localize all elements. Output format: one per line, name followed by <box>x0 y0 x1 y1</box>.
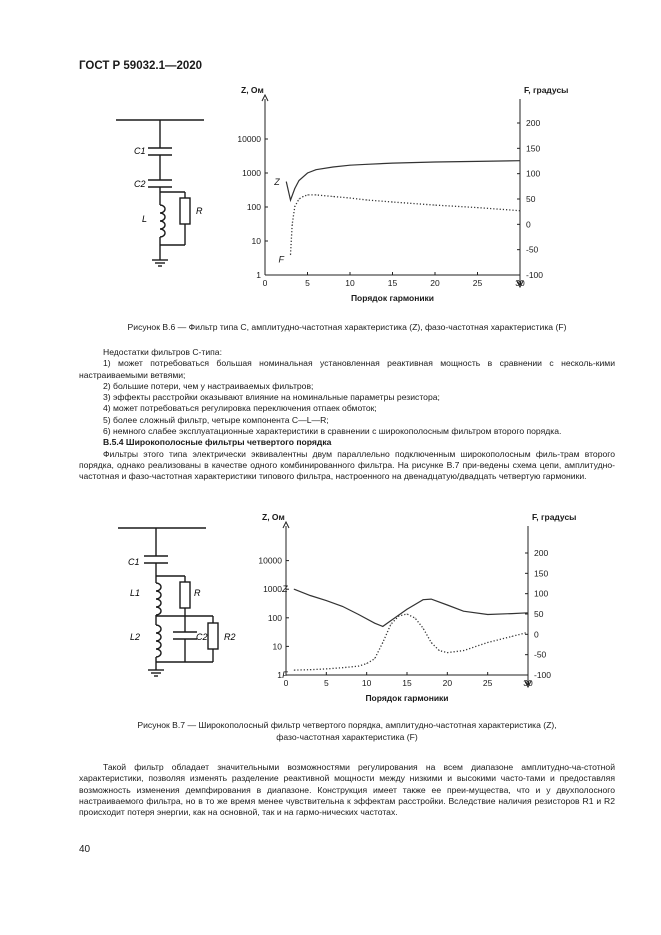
y-tick-label: 100 <box>267 612 282 623</box>
y2-tick-label: 150 <box>526 143 541 154</box>
data-point-f <box>350 198 351 199</box>
data-point-z <box>307 173 308 174</box>
text-block-1 <box>79 347 615 483</box>
y-axis-label: Z, Ом <box>241 85 264 95</box>
data-point-f <box>310 669 311 670</box>
data-point-f <box>366 663 367 664</box>
data-point-f <box>487 642 488 643</box>
data-point-z <box>294 188 295 189</box>
label-l: L <box>142 214 148 224</box>
data-point-f <box>399 616 400 617</box>
data-point-f <box>511 636 512 637</box>
conclusion-paragraph: Такой фильтр обладает значительными возможностями регулирования на всем диапазоне амплитудно-ча-стотной характеристики, позволяя изменять разделение реактивной мощности между низкими и высокими часто-тами и предоставляя возможность изменения демпфирования в диапазоне. Конструкция имеет также ее преи-мущества, что и у двухполосного настраиваемого фильтра, но в то же время менее чувствительна к эффектам расстройки. Вследствие наличия резисторов R1 и R2 происходит потеря энергии, как на основной, так и на гармо-нических частотах. <box>79 762 615 818</box>
y2-tick-label: -100 <box>534 670 552 680</box>
label-r: R <box>196 206 203 216</box>
data-point-z <box>511 613 512 614</box>
x-axis-label: Порядок гармоники <box>365 693 449 703</box>
x-axis-label: Порядок гармоники <box>350 293 435 303</box>
data-point-f <box>294 670 295 671</box>
x-tick-label: 30 <box>523 678 533 688</box>
y2-tick-label: 150 <box>534 568 549 579</box>
label-l2: L2 <box>130 632 141 642</box>
data-point-z <box>423 599 424 600</box>
series-f <box>294 614 528 670</box>
data-point-f <box>415 618 416 619</box>
data-point-f <box>407 614 408 615</box>
data-point-f <box>477 207 478 208</box>
data-point-f <box>367 200 368 201</box>
x-tick-label: 10 <box>361 678 372 688</box>
data-point-z <box>299 180 300 181</box>
series-label-f: F <box>278 254 284 265</box>
data-point-f <box>390 624 391 625</box>
chart-fourth-order-filter <box>245 512 580 713</box>
y-tick-label: 1 <box>256 270 261 280</box>
y2-tick-label: 0 <box>534 629 539 640</box>
data-point-f <box>431 642 432 643</box>
data-point-z <box>447 605 448 606</box>
data-point-f <box>435 205 436 206</box>
label-r2: R2 <box>224 632 236 642</box>
list-item: 5) более сложный фильтр, четыре компонента С—L—R; <box>103 414 329 425</box>
data-point-z <box>463 611 464 612</box>
data-point-f <box>374 658 375 659</box>
x-tick-label: 0 <box>262 278 268 288</box>
y2-axis-label: F, градусы <box>524 85 569 95</box>
section-body: Фильтры этого типа электрически эквивалентны двум параллельно подключенным широкополосным филь-трам второго порядка, однако реализованы в качестве одного комбинированного фильтра. На рисунке В.7 при-ведены схема цепи, амплитудно-частотная и фазо-частотная характеристики типового фильтра, настроенного на двенадцатую/двадцать четвертую гармоники. <box>79 448 615 482</box>
label-c1: C1 <box>128 557 140 567</box>
data-point-f <box>423 628 424 629</box>
x-tick-label: 20 <box>430 278 440 288</box>
y2-tick-label: 200 <box>534 548 549 558</box>
data-point-z <box>390 620 391 621</box>
y-tick-label: 100 <box>246 202 261 212</box>
disadvantages-intro: Недостатки фильтров С-типа: <box>103 347 222 357</box>
y-tick-label: 10000 <box>258 555 282 566</box>
data-point-z <box>435 162 436 163</box>
list-item: 3) эффекты расстройки оказывают влияние на номинальные параметры резистора; <box>103 392 440 403</box>
data-point-z <box>431 599 432 600</box>
data-point-f <box>303 196 304 197</box>
y2-tick-label: 0 <box>526 219 531 230</box>
document-header: ГОСТ Р 59032.1—2020 <box>79 60 203 72</box>
x-tick-label: 5 <box>323 678 329 688</box>
data-point-f <box>392 202 393 203</box>
data-point-f <box>316 195 317 196</box>
data-point-z <box>392 163 393 164</box>
y-tick-label: 10000 <box>237 134 261 144</box>
y-axis-label: Z, Ом <box>262 512 285 522</box>
y-tick-label: 1000 <box>242 168 261 178</box>
data-point-f <box>294 206 295 207</box>
y2-tick-label: 100 <box>526 168 541 179</box>
section-title: В.5.4 Широкополосные фильтры четвертого порядка <box>103 437 332 448</box>
y2-tick-label: -50 <box>526 244 539 255</box>
series-label-z: Z <box>282 584 288 595</box>
data-point-f <box>463 650 464 651</box>
data-point-z <box>528 612 529 613</box>
y2-axis-label: F, градусы <box>532 512 577 522</box>
y-tick-label: 10 <box>251 236 261 246</box>
data-point-z <box>520 160 521 161</box>
list-item: 1) может потребоваться большая номинальная установленная реактивная мощность в сравнении с несколь-кими настраиваемыми ветвями; <box>79 358 615 380</box>
y2-tick-label: 200 <box>526 118 541 128</box>
data-point-z <box>310 595 311 596</box>
x-tick-label: 25 <box>472 278 483 288</box>
x-tick-label: 20 <box>442 678 453 688</box>
figure2-caption-line2: фазо-частотная характеристика (F) <box>276 732 418 742</box>
x-tick-label: 15 <box>402 678 412 688</box>
series-label-z: Z <box>274 176 280 187</box>
data-point-z <box>382 626 383 627</box>
series-label-f: F <box>282 670 288 681</box>
y-tick-label: 10 <box>272 641 282 652</box>
data-point-f <box>447 652 448 653</box>
data-point-z <box>333 167 334 168</box>
x-tick-label: 0 <box>283 678 289 688</box>
x-tick-label: 5 <box>305 278 310 288</box>
y2-tick-label: 50 <box>534 609 544 619</box>
figure1-caption: Рисунок В.6 — Фильтр типа С, амплитудно-частотная характеристика (Z), фазо-частотная характеристика (F) <box>127 322 567 332</box>
label-c2: C2 <box>196 632 208 642</box>
data-point-z <box>374 623 375 624</box>
y2-tick-label: 100 <box>534 588 549 599</box>
x-tick-label: 10 <box>345 278 355 288</box>
data-point-f <box>358 666 359 667</box>
list-item: 6) немного слабее эксплуатационные характеристики в сравнении с широкополосным фильтром второго порядка. <box>103 426 562 437</box>
data-point-f <box>439 650 440 651</box>
label-l1: L1 <box>130 588 141 598</box>
data-point-f <box>307 195 308 196</box>
page-number: 40 <box>79 844 91 855</box>
chart-c-filter <box>225 85 570 310</box>
data-point-z <box>358 614 359 615</box>
data-point-z <box>342 606 343 607</box>
data-point-z <box>326 600 327 601</box>
figure2-caption-line1: Рисунок В.7 — Широкополосный фильтр четвертого порядка, амплитудно-частотная характеристика (Z), <box>137 720 557 730</box>
series-f <box>291 195 521 255</box>
data-point-z <box>350 165 351 166</box>
data-point-f <box>342 667 343 668</box>
data-point-f <box>382 642 383 643</box>
data-point-f <box>520 210 521 211</box>
label-r: R <box>194 588 201 598</box>
data-point-z <box>316 169 317 170</box>
data-point-z <box>367 164 368 165</box>
data-point-z <box>487 614 488 615</box>
label-c1: C1 <box>134 146 146 156</box>
series-z <box>286 161 520 200</box>
y-tick-label: 1000 <box>263 584 282 595</box>
data-point-f <box>528 632 529 633</box>
list-item: 2) большие потери, чем у настраиваемых фильтров; <box>103 380 314 391</box>
y2-tick-label: 50 <box>526 194 536 204</box>
data-point-z <box>286 181 287 182</box>
x-tick-label: 30 <box>515 278 525 288</box>
text-block-2 <box>79 762 615 818</box>
label-c2: C2 <box>134 179 146 189</box>
x-tick-label: 25 <box>482 678 493 688</box>
c-filter-schematic <box>108 110 218 275</box>
list-item: 4) может потребоваться регулировка переключения отпаек обмоток; <box>103 403 377 414</box>
x-tick-label: 15 <box>387 278 398 288</box>
y-tick-label: 1 <box>277 670 282 680</box>
data-point-f <box>326 669 327 670</box>
data-point-f <box>292 224 293 225</box>
data-point-z <box>294 589 295 590</box>
y2-tick-label: -100 <box>526 270 544 280</box>
data-point-f <box>290 254 291 255</box>
data-point-z <box>290 200 291 201</box>
data-point-z <box>407 609 408 610</box>
data-point-f <box>333 196 334 197</box>
y2-tick-label: -50 <box>534 649 547 660</box>
data-point-z <box>477 161 478 162</box>
data-point-f <box>299 199 300 200</box>
series-z <box>294 589 528 626</box>
fourth-order-filter-schematic <box>108 520 248 685</box>
